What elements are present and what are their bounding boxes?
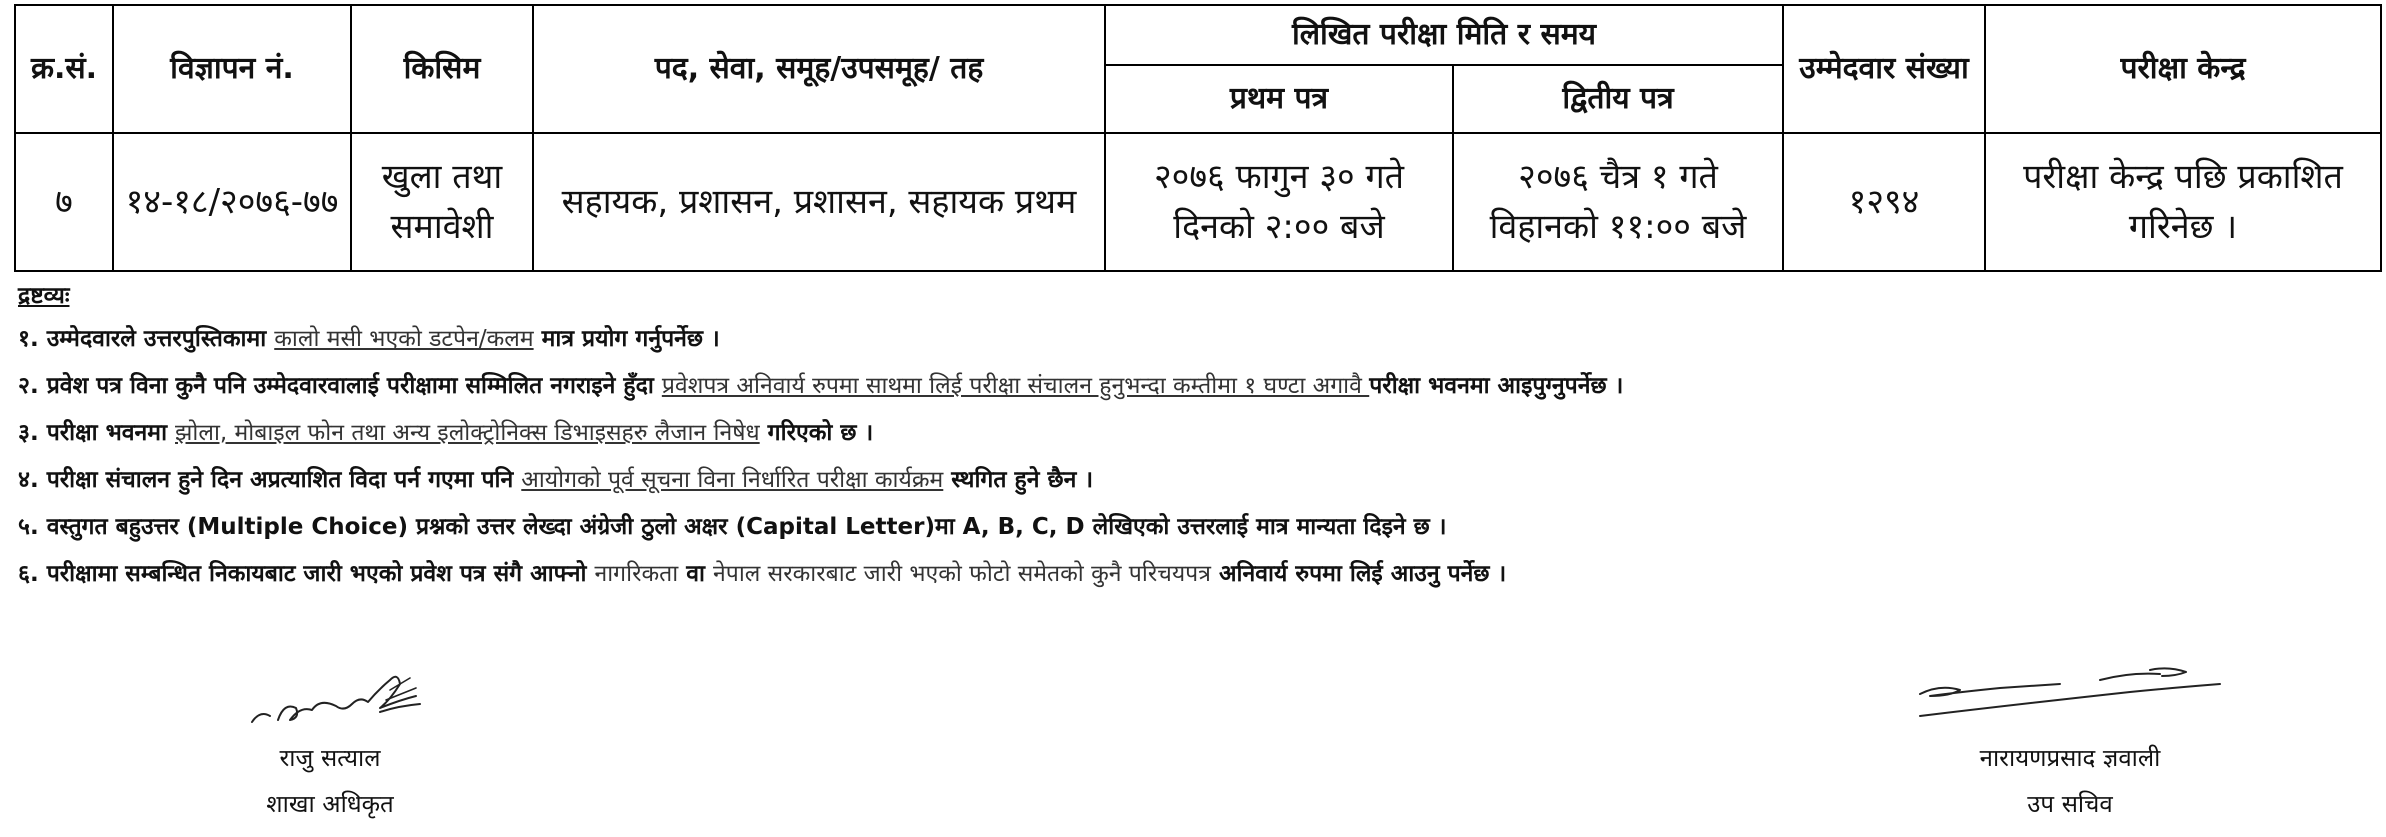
header-first-paper: प्रथम पत्र bbox=[1105, 65, 1453, 133]
note-6-id-card: नेपाल सरकारबाट जारी भएको फोटो समेतको कुनै परिचयपत्र bbox=[712, 561, 1211, 587]
note-4-pre: ४. परीक्षा संचालन हुने दिन अप्रत्याशित विदा पर्न गएमा पनि bbox=[18, 467, 522, 493]
signature-right-title: उप सचिव bbox=[2027, 790, 2113, 818]
cell-advert-no: १४-१८/२०७६-७७ bbox=[113, 133, 351, 271]
note-1-pre: १. उम्मेदवारले उत्तरपुस्तिकामा bbox=[18, 326, 275, 352]
note-5-text: ५. वस्तुगत बहुउत्तर (Multiple Choice) प्रश्नको उत्तर लेख्दा अंग्रेजी ठुलो अक्षर (Capital Letter)मा A, B, C, D लेखिएको उत्तरलाई मात्र मान्यता दिइने छ । bbox=[18, 514, 1447, 540]
signature-left-name: राजु सत्याल bbox=[279, 744, 381, 772]
signature-right-image bbox=[1900, 650, 2240, 730]
note-4-emphasis: आयोगको पूर्व सूचना विना निर्धारित परीक्षा कार्यक्रम bbox=[521, 467, 944, 493]
notes-title: द्रष्टव्यः bbox=[18, 283, 70, 309]
cell-type: खुला तथा समावेशी bbox=[351, 133, 533, 271]
note-1-post: मात्र प्रयोग गर्नुपर्नेछ । bbox=[533, 326, 720, 352]
note-item-3 bbox=[18, 410, 2368, 457]
note-2-post: परीक्षा भवनमा आइपुग्नुपर्नेछ । bbox=[1369, 373, 1624, 399]
note-2-emphasis: प्रवेशपत्र अनिवार्य रुपमा साथमा लिई परीक्षा संचालन हुनुभन्दा कम्तीमा १ घण्टा अगावै bbox=[661, 373, 1370, 399]
signature-left-image bbox=[240, 650, 450, 740]
note-item-1 bbox=[18, 316, 2368, 363]
signature-right-name: नारायणप्रसाद ज्ञवाली bbox=[1979, 744, 2161, 772]
cell-second-paper: २०७६ चैत्र १ गते विहानको ११:०० बजे bbox=[1453, 133, 1783, 271]
header-type: किसिम bbox=[351, 5, 533, 133]
note-6-mid: वा bbox=[678, 561, 713, 587]
cell-exam-center: परीक्षा केन्द्र पछि प्रकाशित गरिनेछ । bbox=[1985, 133, 2381, 271]
cell-post: सहायक, प्रशासन, प्रशासन, सहायक प्रथम bbox=[533, 133, 1105, 271]
cell-candidates: १२९४ bbox=[1783, 133, 1985, 271]
note-2-pre: २. प्रवेश पत्र विना कुनै पनि उम्मेदवारवालाई परीक्षामा सम्मिलित नगराइने हुँदा bbox=[18, 373, 662, 399]
header-candidates: उम्मेदवार संख्या bbox=[1783, 5, 1985, 133]
header-second-paper: द्वितीय पत्र bbox=[1453, 65, 1783, 133]
note-6-post: अनिवार्य रुपमा लिई आउनु पर्नेछ । bbox=[1210, 561, 1507, 587]
table-header-row bbox=[15, 5, 2381, 65]
signature-left bbox=[200, 735, 460, 827]
note-3-pre: ३. परीक्षा भवनमा bbox=[18, 420, 176, 446]
note-4-post: स्थगित हुने छैन । bbox=[943, 467, 1094, 493]
note-6-pre: ६. परीक्षामा सम्बन्धित निकायबाट जारी भएको प्रवेश पत्र संगै आफ्नो bbox=[18, 561, 595, 587]
note-item-5 bbox=[18, 504, 2368, 551]
header-serial: क्र.सं. bbox=[15, 5, 113, 133]
cell-serial: ७ bbox=[15, 133, 113, 271]
note-item-2 bbox=[18, 363, 2368, 410]
note-item-4 bbox=[18, 457, 2368, 504]
note-item-6 bbox=[18, 551, 2368, 598]
exam-schedule-table bbox=[14, 4, 2382, 272]
notes-title-line bbox=[18, 276, 2368, 316]
notes-section bbox=[18, 276, 2368, 598]
header-advert-no: विज्ञापन नं. bbox=[113, 5, 351, 133]
header-exam-datetime: लिखित परीक्षा मिति र समय bbox=[1105, 5, 1783, 65]
header-exam-center: परीक्षा केन्द्र bbox=[1985, 5, 2381, 133]
cell-first-paper: २०७६ फागुन ३० गते दिनको २:०० बजे bbox=[1105, 133, 1453, 271]
table-row bbox=[15, 133, 2381, 271]
note-1-emphasis: कालो मसी भएको डटपेन/कलम bbox=[274, 326, 534, 352]
note-3-emphasis: झोला, मोबाइल फोन तथा अन्य इलोक्ट्रोनिक्स डिभाइसहरु लैजान निषेध bbox=[175, 420, 760, 446]
signature-right bbox=[1900, 735, 2240, 827]
header-post: पद, सेवा, समूह/उपसमूह/ तह bbox=[533, 5, 1105, 133]
signature-left-title: शाखा अधिकृत bbox=[266, 790, 394, 818]
note-3-post: गरिएको छ । bbox=[759, 420, 874, 446]
note-6-citizenship: नागरिकता bbox=[594, 561, 679, 587]
